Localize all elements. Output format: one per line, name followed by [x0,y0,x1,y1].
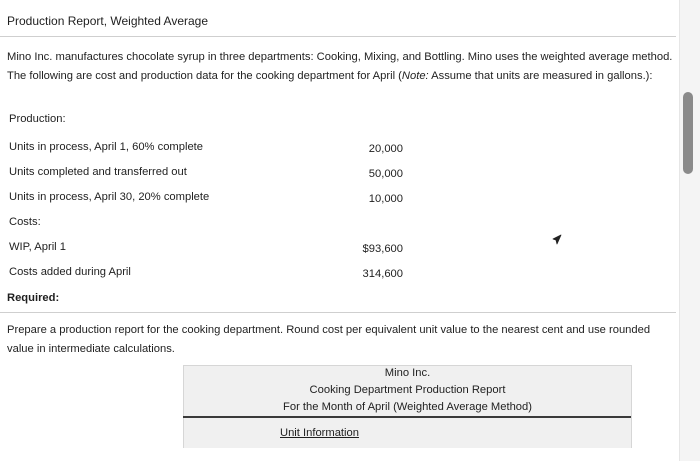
report-header-rule [183,416,631,418]
production-row-label: Units in process, April 1, 60% complete [9,141,204,153]
intro-text: Mino Inc. manufactures chocolate syrup in three departments: Cooking, Mixing, and Bottling. Mino uses the weighted average method. The following are cost and production data for the cooking department for April ( [7,51,673,82]
costs-heading: Costs: [9,216,41,228]
scrollbar-thumb[interactable] [683,92,693,174]
costs-row-label: WIP, April 1 [9,241,66,253]
report-period: For the Month of April (Weighted Average Method) [283,401,532,413]
unit-information-heading: Unit Information [280,427,359,439]
costs-row-value: $93,600 [362,243,403,255]
production-row-label: Units in process, April 30, 20% complete [9,191,210,203]
intro-paragraph [7,48,675,86]
page-title: Production Report, Weighted Average [7,14,209,28]
required-heading: Required: [7,292,60,304]
intro-note-label: Note: [401,70,429,82]
production-row-value: 50,000 [368,168,403,180]
costs-row-label: Costs added during April [9,266,131,278]
required-divider [0,312,676,313]
title-divider [0,36,676,37]
production-report-header [183,365,632,448]
costs-row-value: 314,600 [362,268,403,280]
report-name: Cooking Department Production Report [309,384,506,396]
production-row-label: Units completed and transferred out [9,166,187,178]
production-heading: Production: [9,113,66,125]
vertical-scrollbar[interactable] [679,0,700,461]
production-row-value: 10,000 [368,193,403,205]
production-row-value: 20,000 [368,143,403,155]
mouse-pointer-icon [552,234,562,246]
report-company: Mino Inc. [384,367,431,379]
required-paragraph: Prepare a production report for the cooking department. Round cost per equivalent unit value to the nearest cent and use rounded value in intermediate calculations. [7,324,651,355]
intro-note-text: Assume that units are measured in gallons.): [428,70,653,82]
